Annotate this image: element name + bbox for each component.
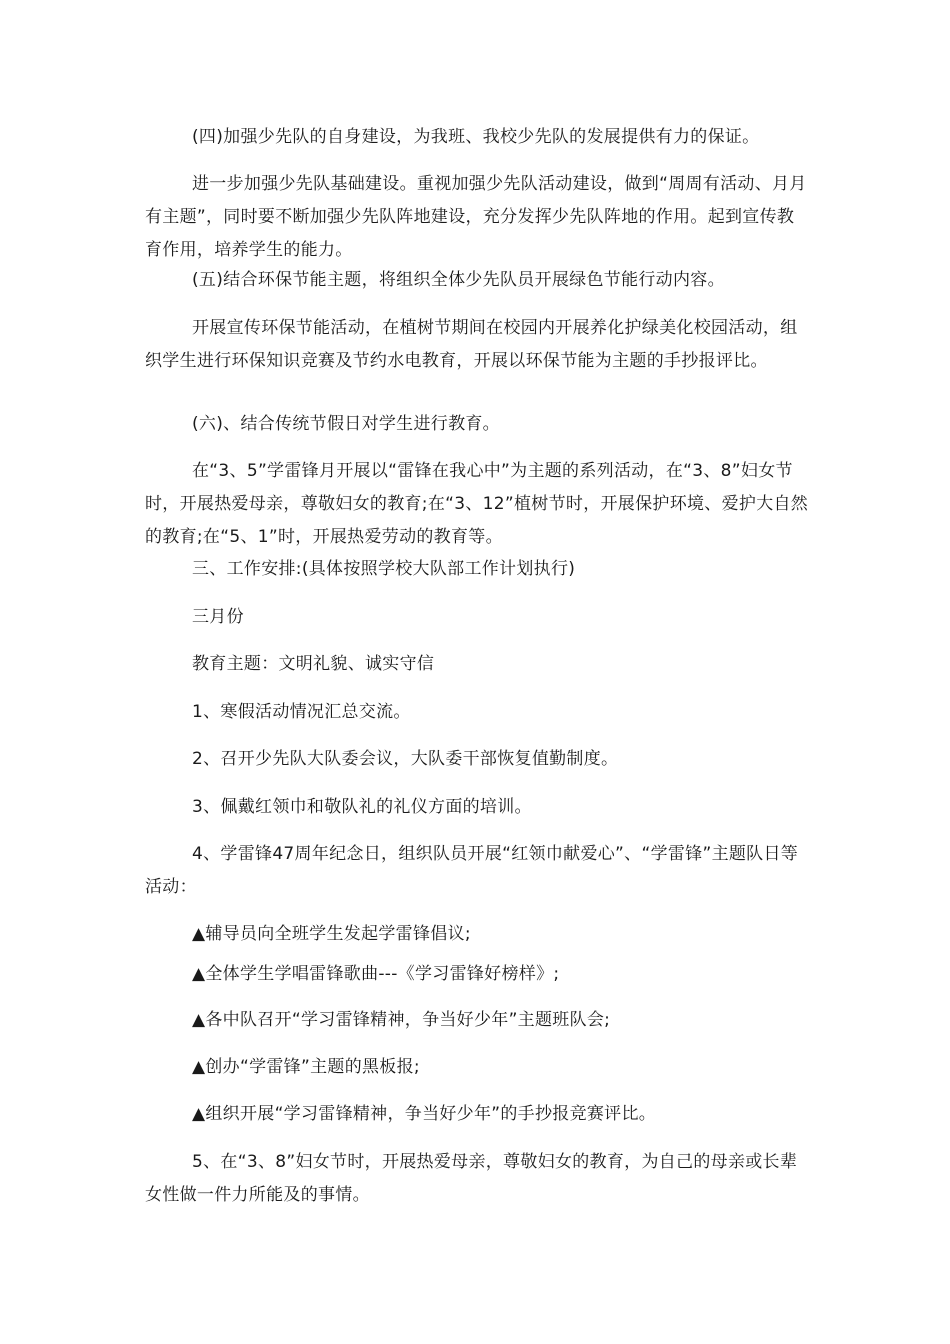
sub-item-3: ▲各中队召开“学习雷锋精神，争当好少年”主题班队会; <box>192 1010 611 1030</box>
sub-item-2: ▲全体学生学唱雷锋歌曲---《学习雷锋好榜样》; <box>192 964 560 984</box>
list-item-2: 2、召开少先队大队委会议，大队委干部恢复值勤制度。 <box>192 749 619 769</box>
paragraph-education-theme: 教育主题：文明礼貌、诚实守信 <box>192 654 435 674</box>
paragraph-work-arrangement: 三、工作安排:(具体按照学校大队部工作计划执行) <box>192 559 576 579</box>
list-item-4: 4、学雷锋47周年纪念日，组织队员开展“红领巾献爱心”、“学雷锋”主题队日等活动： <box>145 844 799 897</box>
sub-item-4: ▲创办“学雷锋”主题的黑板报; <box>192 1057 420 1077</box>
paragraph-section-5-heading: (五)结合环保节能主题，将组织全体少先队员开展绿色节能行动内容。 <box>192 270 725 290</box>
list-item-3: 3、佩戴红领巾和敬队礼的礼仪方面的培训。 <box>192 797 532 817</box>
paragraph-section-6-heading: (六)、结合传统节假日对学生进行教育。 <box>192 414 500 434</box>
paragraph-month-march: 三月份 <box>192 607 244 627</box>
list-item-5: 5、在“3、8”妇女节时，开展热爱母亲，尊敬妇女的教育，为自己的母亲或长辈女性做一件力所能及的事情。 <box>145 1152 798 1205</box>
list-item-1: 1、寒假活动情况汇总交流。 <box>192 702 411 722</box>
paragraph-section-4-heading: (四)加强少先队的自身建设，为我班、我校少先队的发展提供有力的保证。 <box>192 127 760 147</box>
paragraph-section-6-body: 在“3、5”学雷锋月开展以“雷锋在我心中”为主题的系列活动，在“3、8”妇女节时，开展热爱母亲，尊敬妇女的教育;在“3、12”植树节时，开展保护环境、爱护大自然的教育;在“5、1”时，开展热爱劳动的教育等。 <box>145 461 809 547</box>
sub-item-1: ▲辅导员向全班学生发起学雷锋倡议; <box>192 924 471 944</box>
paragraph-section-5-body: 开展宣传环保节能活动，在植树节期间在校园内开展养化护绿美化校园活动，组织学生进行环保知识竞赛及节约水电教育，开展以环保节能为主题的手抄报评比。 <box>145 318 798 371</box>
sub-item-5: ▲组织开展“学习雷锋精神，争当好少年”的手抄报竞赛评比。 <box>192 1104 657 1124</box>
paragraph-section-4-body: 进一步加强少先队基础建设。重视加强少先队活动建设，做到“周周有活动、月月有主题”，同时要不断加强少先队阵地建设，充分发挥少先队阵地的作用。起到宣传教育作用，培养学生的能力。 <box>145 174 807 260</box>
